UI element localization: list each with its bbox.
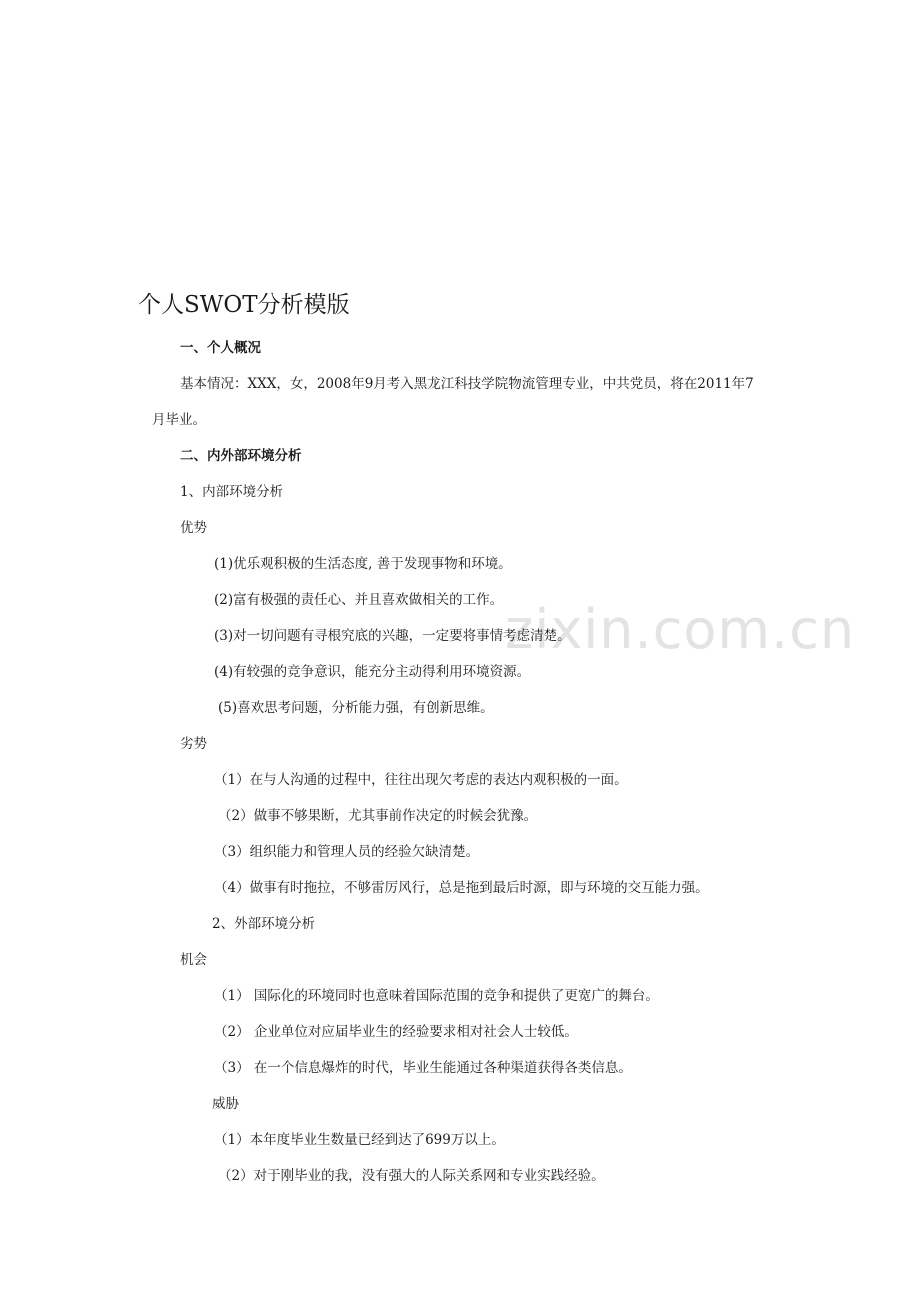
- weaknesses-label: 劣势: [180, 736, 207, 752]
- subheading-internal: 1、内部环境分析: [180, 484, 284, 500]
- weakness-item: （2）做事不够果断，尤其事前作决定的时候会犹豫。: [218, 808, 538, 824]
- threat-item: （2）对于刚毕业的我，没有强大的人际关系网和专业实践经验。: [218, 1168, 605, 1184]
- watermark: zixin.com.cn: [505, 598, 856, 661]
- strength-item: (2)富有极强的责任心、并且喜欢做相关的工作。: [214, 592, 504, 608]
- strength-item: (5)喜欢思考问题，分析能力强，有创新思维。: [218, 700, 494, 716]
- strength-item: (3)对一切问题有寻根究底的兴趣，一定要将事情考虑清楚。: [214, 628, 571, 644]
- document-title: 个人SWOT分析模版: [138, 292, 350, 318]
- opportunity-item: （2） 企业单位对应届毕业生的经验要求相对社会人士较低。: [214, 1024, 578, 1040]
- opportunity-item: （3） 在一个信息爆炸的时代，毕业生能通过各种渠道获得各类信息。: [214, 1060, 632, 1076]
- basic-info-line2: 月毕业。: [152, 412, 206, 428]
- section-heading-overview: 一、个人概况: [180, 340, 261, 356]
- threat-item: （1）本年度毕业生数量已经到达了699万以上。: [214, 1132, 505, 1148]
- opportunities-label: 机会: [180, 952, 207, 968]
- weakness-item: （4）做事有时拖拉，不够雷厉风行，总是拖到最后时源，即与环境的交互能力强。: [214, 880, 709, 896]
- weakness-item: （3）组织能力和管理人员的经验欠缺清楚。: [214, 844, 480, 860]
- subheading-external: 2、外部环境分析: [212, 916, 316, 932]
- strength-item: (1)优乐观积极的生活态度, 善于发现事物和环境。: [214, 556, 512, 572]
- weakness-item: （1）在与人沟通的过程中，往往出现欠考虑的表达内观积极的一面。: [214, 772, 628, 788]
- strengths-label: 优势: [180, 520, 207, 536]
- basic-info-line1: 基本情况：XXX，女，2008年9月考入黑龙江科技学院物流管理专业，中共党员，将在2011年7: [180, 376, 754, 392]
- strength-item: (4)有较强的竞争意识，能充分主动得利用环境资源。: [214, 664, 531, 680]
- threats-label: 威胁: [212, 1096, 239, 1112]
- opportunity-item: （1） 国际化的环境同时也意味着国际范围的竞争和提供了更宽广的舞台。: [214, 988, 659, 1004]
- section-heading-environment: 二、内外部环境分析: [180, 448, 302, 464]
